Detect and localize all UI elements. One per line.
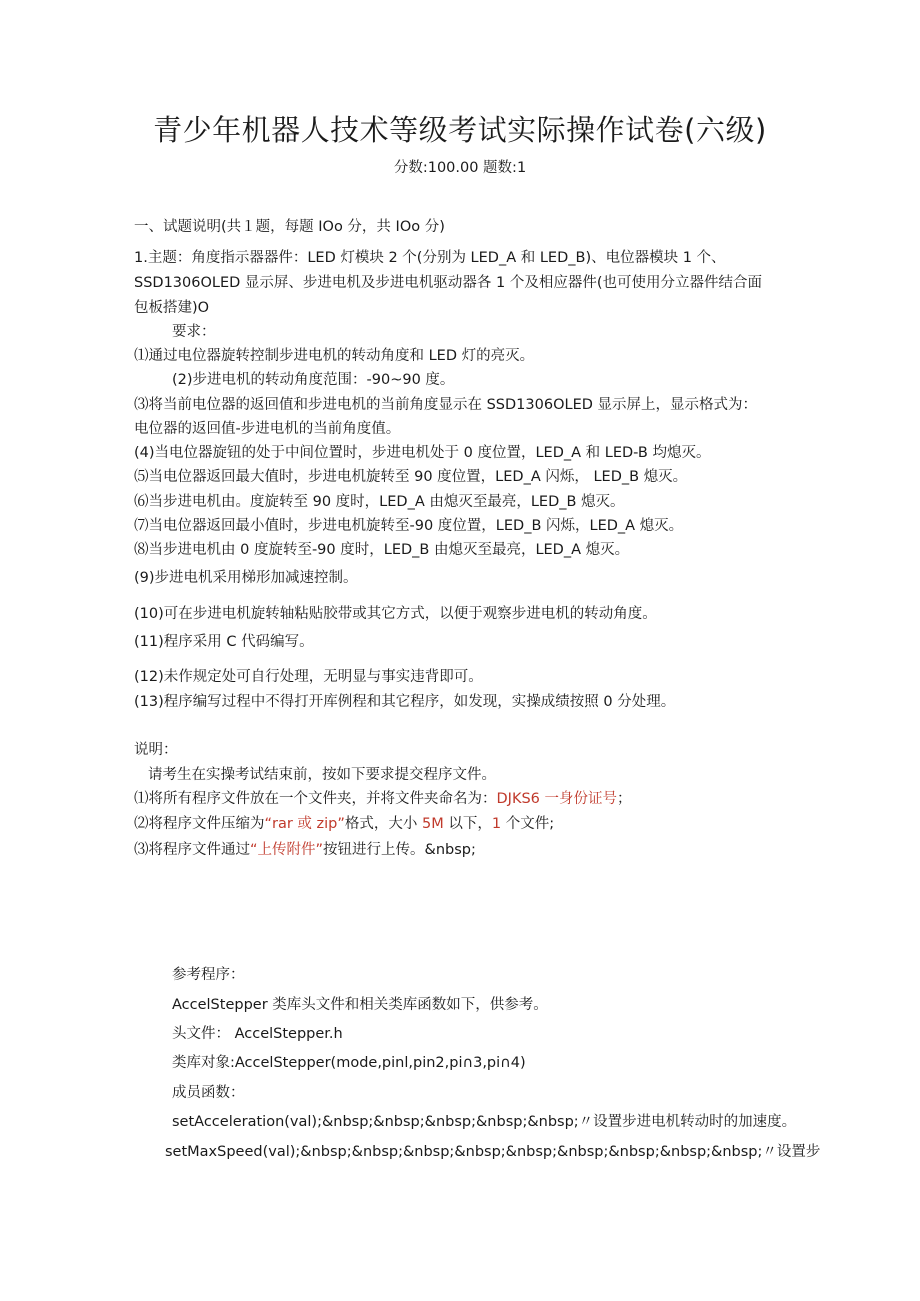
requirement-item: ⑶将当前电位器的返回值和步进电机的当前角度显示在 SSD1306OLED 显示屏上，显示格式为：: [134, 397, 758, 413]
topic-line: 包板搭建)O: [134, 300, 210, 316]
requirement-item: ⑺当电位器返回最小值时，步进电机旋转至-90 度位置，LED_B 闪烁，LED_A 熄灭。: [134, 518, 684, 534]
note-text: ⑵将程序文件压缩为: [134, 816, 265, 832]
requirement-item: (13)程序编写过程中不得打开库例程和其它程序，如发现，实操成绩按照 0 分处理。: [134, 694, 676, 710]
requirement-item: 电位器的返回值-步进电机的当前角度值。: [134, 421, 401, 437]
notes-intro: 请考生在实操考试结束前，按如下要求提交程序文件。: [148, 767, 496, 783]
note-text: ⑶将程序文件通过: [134, 842, 250, 858]
requirement-item: (10)可在步进电机旋转轴粘贴胶带或其它方式，以便于观察步进电机的转动角度。: [134, 606, 657, 622]
notes-label: 说明：: [134, 742, 178, 758]
note-text: 以下，: [443, 816, 492, 832]
section-header: 一、试题说明(共１题，每题 IOo 分，共 IOo 分): [134, 219, 445, 235]
note-highlight: 1: [491, 816, 502, 832]
reference-line: 参考程序：: [172, 967, 245, 983]
reference-line: 头文件： AccelStepper.h: [172, 1026, 343, 1042]
note-highlight: DJKS6 一身份证号: [496, 791, 617, 807]
note-text: 按钮进行上传。&nbsp;: [323, 842, 476, 858]
reference-line: 类库对象:AccelStepper(mode,pinl,pin2,pi∩3,pi∩4): [172, 1055, 526, 1071]
reference-line: AccelStepper 类库头文件和相关类库函数如下，供参考。: [172, 997, 548, 1013]
note-text: ⑴将所有程序文件放在一个文件夹，并将文件夹命名为：: [134, 791, 497, 807]
note-text: 格式，大小: [344, 816, 423, 832]
note-item: [134, 814, 554, 834]
note-item: [134, 840, 476, 860]
requirement-item: ⑴通过电位器旋转控制步进电机的转动角度和 LED 灯的亮灭。: [134, 348, 535, 364]
requirement-item: (12)未作规定处可自行处理，无明显与事实违背即可。: [134, 669, 483, 685]
requirement-item: ⑸当电位器返回最大值时，步进电机旋转至 90 度位置，LED_A 闪烁， LED_B 熄灭。: [134, 469, 688, 485]
requirements-label: 要求：: [172, 324, 216, 340]
page-title: 青少年机器人技术等级考试实际操作试卷(六级): [153, 113, 767, 147]
note-highlight: “上传附件”: [250, 842, 324, 858]
requirement-item: ⑹当步进电机由。度旋转至 90 度时，LED_A 由熄灭至最亮，LED_B 熄灭。: [134, 494, 625, 510]
score-line: 分数:100.00 题数:1: [393, 160, 527, 176]
requirement-item: (4)当电位器旋钮的处于中间位置时，步进电机处于 0 度位置，LED_A 和 LED-B 均熄灭。: [134, 445, 711, 461]
topic-line: SSD1306OLED 显示屏、步进电机及步进电机驱动器各 1 个及相应器件(也可使用分立器件结合面: [134, 275, 762, 291]
note-highlight: 5M: [422, 816, 444, 832]
reference-line: 成员函数：: [172, 1085, 245, 1101]
note-text: 个文件;: [501, 816, 555, 832]
requirement-item: ⑻当步进电机由 0 度旋转至-90 度时，LED_B 由熄灭至最亮，LED_A 熄灭。: [134, 542, 630, 558]
reference-line: setAcceleration(val);&nbsp;&nbsp;&nbsp;&nbsp;&nbsp;〃设置步进电机转动时的加速度。: [172, 1114, 797, 1130]
requirement-item: (11)程序采用 C 代码编写。: [134, 634, 314, 650]
requirement-item: (2)步进电机的转动角度范围：-90~90 度。: [172, 372, 455, 388]
topic-line: 1.主题：角度指示器器件：LED 灯模块 2 个(分别为 LED_A 和 LED_B)、电位器模块 1 个、: [134, 250, 726, 266]
note-item: [134, 789, 632, 809]
reference-line: setMaxSpeed(val);&nbsp;&nbsp;&nbsp;&nbsp;&nbsp;&nbsp;&nbsp;&nbsp;&nbsp;〃设置步: [165, 1144, 821, 1160]
note-highlight: “rar 或 zip”: [264, 816, 345, 832]
note-text: ；: [617, 791, 632, 807]
requirement-item: (9)步进电机采用梯形加减速控制。: [134, 570, 358, 586]
